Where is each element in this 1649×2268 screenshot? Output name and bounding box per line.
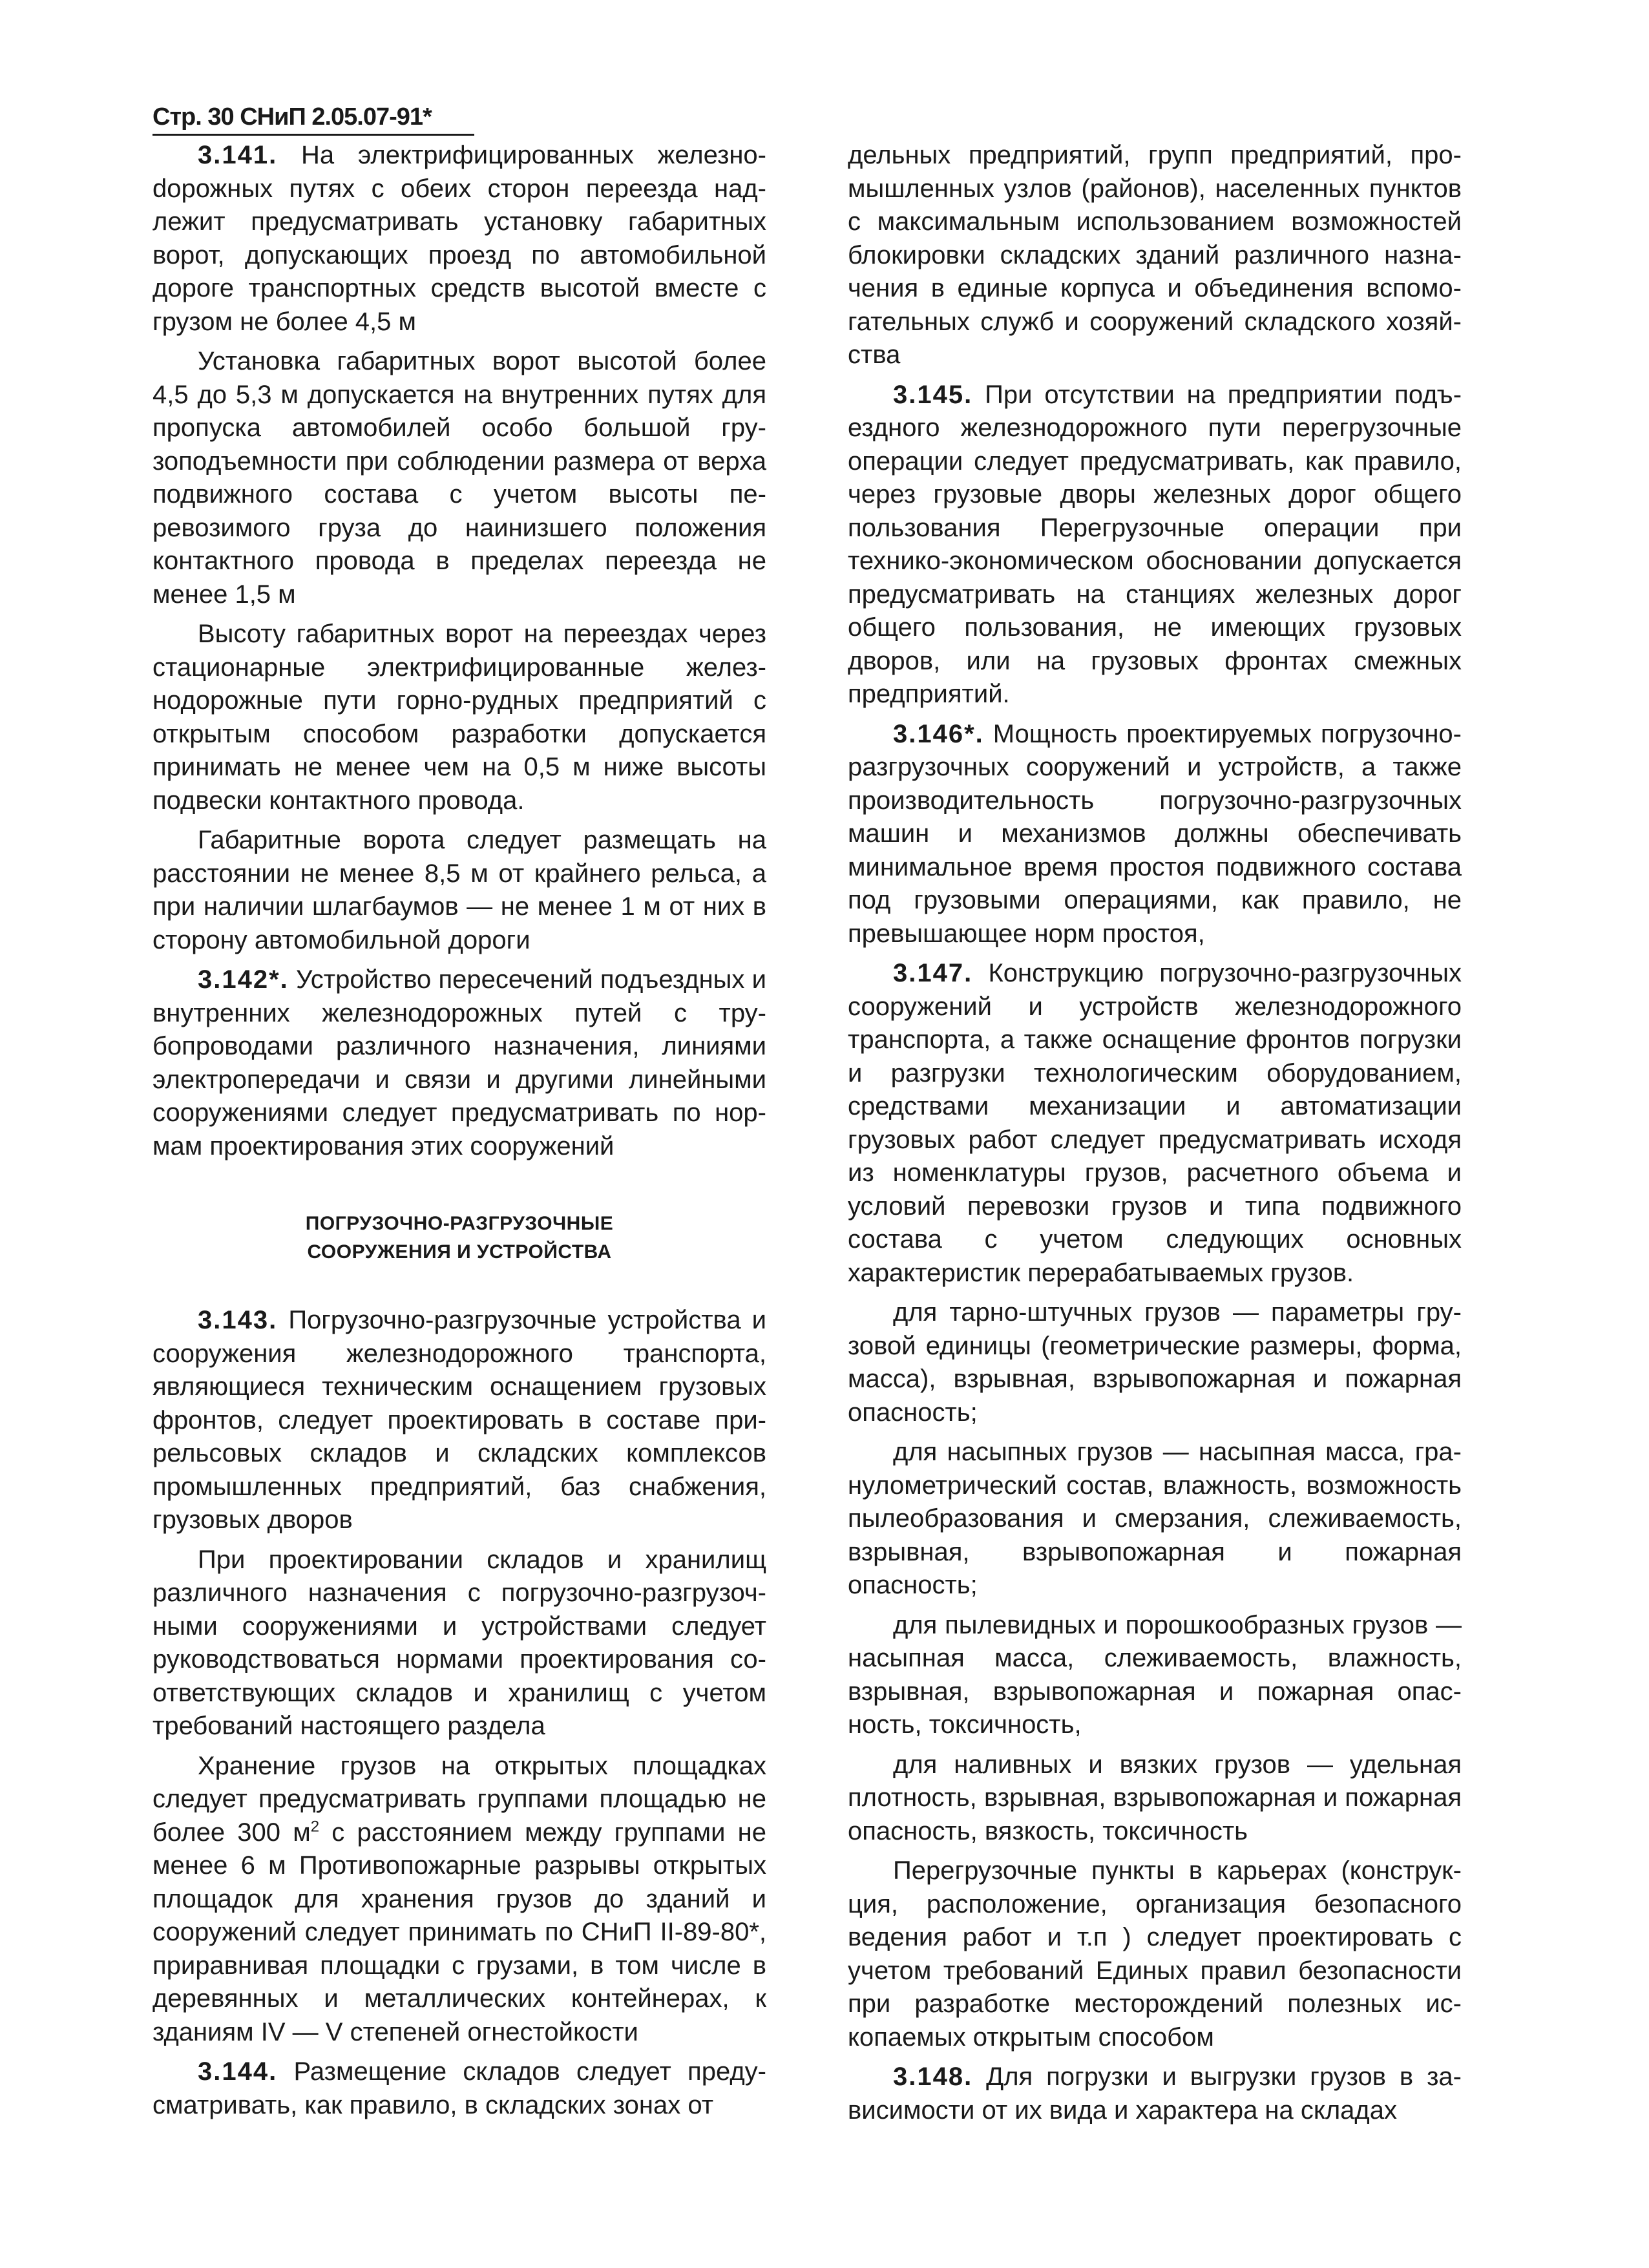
clause-3-142 (152, 963, 766, 1163)
clause-3-148 (848, 2061, 1462, 2127)
text-segment: Хранение грузов на открытых площадках следует предусматривать группами площадью не более 300 м (152, 1751, 766, 1847)
clause-number: 3.144. (198, 2057, 278, 2086)
clause-text: Для погрузки и выгрузки грузов в зависимости от их вида и характера на складах (848, 2063, 1462, 2125)
clause-text: Устройство пересечений подъездных и внутренних железнодорожных путей с трубопроводами различного назначения, линиями электропередачи и связи и другими линейными сооружениями следует предусматривать по нормам проектирования этих сооружений (152, 965, 766, 1160)
section-heading (152, 1210, 766, 1266)
clause-number: 3.148. (893, 2063, 973, 2091)
clause-text: Размещение складов следует предусматривать, как правило, в складских зонах от (152, 2057, 766, 2119)
clause-number: 3.142*. (198, 965, 289, 994)
section-heading-line-1: ПОГРУЗОЧНО-РАЗГРУЗОЧНЫЕ (305, 1213, 614, 1234)
text-segment: с расстоянием между группами не менее 6 м Противопожарные разрывы открытых площадок для хранения грузов до зданий и сооружений следует принимать по СНиП II-89-80*, приравнивая площадки с грузами, в том числе в деревянных и металлических контейнерах, к зданиям IV — V степеней огнестойкости (152, 1818, 767, 2046)
clause-text: При отсутствии на предприятии подъездного железнодорожного пути перегрузочные операции следует предусматривать, как правило, через грузовые дворы железных дорог общего пользования Перегрузочные операции при технико-экономическом обосновании допускается предусматривать на станциях железных дорог общего пользования, не имеющих грузовых дворов, или на грузовых фронтах смежных предприятий. (848, 380, 1462, 708)
section-heading-line-2: СООРУЖЕНИЯ И УСТРОЙСТВА (307, 1241, 612, 1263)
clause-3-143 (152, 1304, 766, 1537)
clause-text: Конструкцию погрузочно-разгрузочных сооружений и устройств железнодорожного транспорта, а также оснащение фронтов погрузки и разгрузки технологическим оборудованием, средствами механизации и автоматизации грузовых работ следует предусматривать исходя из номенклатуры грузов, расчетного объема и условий перевозки грузов и типа подвижного состава с учетом следующих основных характеристик перерабатываемых грузов. (848, 959, 1462, 1287)
paragraph-gates-mining: Высоту габаритных ворот на переездах через стационарные электрифицированные железнодорожные пути горно-рудных предприятий с открытым способом разработки допускается принимать не менее чем на 0,5 м ниже высоты подвески контактного провода. (152, 620, 766, 815)
clause-text: На электрифицированных железноdорожных путях с обеих сторон переезда надлежит предусматривать установку габаритных ворот, допускающих проезд по автомобильной дороге транспортных средств высотой вместе с грузом не более 4,5 м (152, 141, 766, 336)
clause-3-141 (152, 139, 766, 339)
clause-number: 3.147. (893, 959, 973, 987)
clause-text: Погрузочно-разгрузочные устройства и сооружения железнодорожного транспорта, являющиеся техническим оснащением грузовых фронтов, следует проектировать в составе прирельсовых складов и складских комплексов промышленных предприятий, баз снабжения, грузовых дворов (152, 1306, 766, 1534)
paragraph-gates-placement: Габаритные ворота следует размещать на расстоянии не менее 8,5 м от крайнего рельса, а при наличии шлагбаумов — не менее 1 м от них в сторону автомобильной дороги (152, 826, 766, 954)
paragraph-3-144-continued: дельных предприятий, групп предприятий, промышленных узлов (районов), населенных пунктов с максимальным использованием возможностей блокировки складских зданий различного назначения в единые корпуса и объединения вспомогательных служб и сооружений складского хозяйства (848, 141, 1462, 369)
paragraph-gates-height: Установка габаритных ворот высотой более 4,5 до 5,3 м допускается на внутренних путях для пропуска автомобилей особо большой грузоподъемности при соблюдении размера от верха подвижного состава с учетом высоты перевозимого груза до наинизшего положения контактного провода в пределах переезда не менее 1,5 м (152, 347, 766, 609)
paragraph-bulk-cargo: для насыпных грузов — насыпная масса, гранулометрический состав, влажность, возможность пылеобразования и смерзания, слеживаемость, взрывная, взрывопожарная и пожарная опасность; (848, 1438, 1462, 1599)
clause-3-147 (848, 957, 1462, 1290)
superscript: 2 (310, 1818, 320, 1836)
clause-number: 3.143. (198, 1306, 278, 1334)
right-column (848, 139, 1462, 2134)
paragraph-dusty-cargo: для пылевидных и порошкообразных грузов — насыпная масса, слеживаемость, влажность, взрывная, взрывопожарная и пожарная опасность, токсичность, (848, 1610, 1462, 1739)
paragraph-packaged-cargo: для тарно-штучных грузов — параметры грузовой единицы (геометрические размеры, форма, масса), взрывная, взрывопожарная и пожарная опасность; (848, 1298, 1462, 1427)
clause-text: Мощность проектируемых погрузочно-разгрузочных сооружений и устройств, а также производительность погрузочно-разгрузочных машин и механизмов должны обеспечивать минимальное время простоя подвижного состава под грузовыми операциями, как правило, не превышающее норм простоя, (848, 719, 1462, 948)
clause-3-146 (848, 718, 1462, 951)
clause-number: 3.141. (198, 141, 278, 169)
paragraph-open-storage (152, 1750, 766, 2050)
clause-number: 3.145. (893, 380, 973, 409)
clause-3-144 (152, 2055, 766, 2122)
clause-3-145 (848, 379, 1462, 711)
page-header: Стр. 30 СНиП 2.05.07-91* (152, 103, 432, 131)
paragraph-quarries: Перегрузочные пункты в карьерах (конструкция, расположение, организация безопасного ведения работ и т.п ) следует проектировать с учетом требований Единых правил безопасности при разработке месторождений полезных ископаемых открытым способом (848, 1856, 1462, 2052)
clause-number: 3.146*. (893, 719, 984, 748)
paragraph-liquid-cargo: для наливных и вязких грузов — удельная плотность, взрывная, взрывопожарная и пожарная опасность, вязкость, токсичность (848, 1750, 1462, 1845)
left-column (152, 139, 766, 2128)
header-rule (152, 134, 474, 136)
paragraph-design-storage: При проектировании складов и хранилищ различного назначения с погрузочно-разгрузочными сооружениями и устройствами следует руководствоваться нормами проектирования соответствующих складов и хранилищ с учетом требований настоящего раздела (152, 1545, 766, 1740)
